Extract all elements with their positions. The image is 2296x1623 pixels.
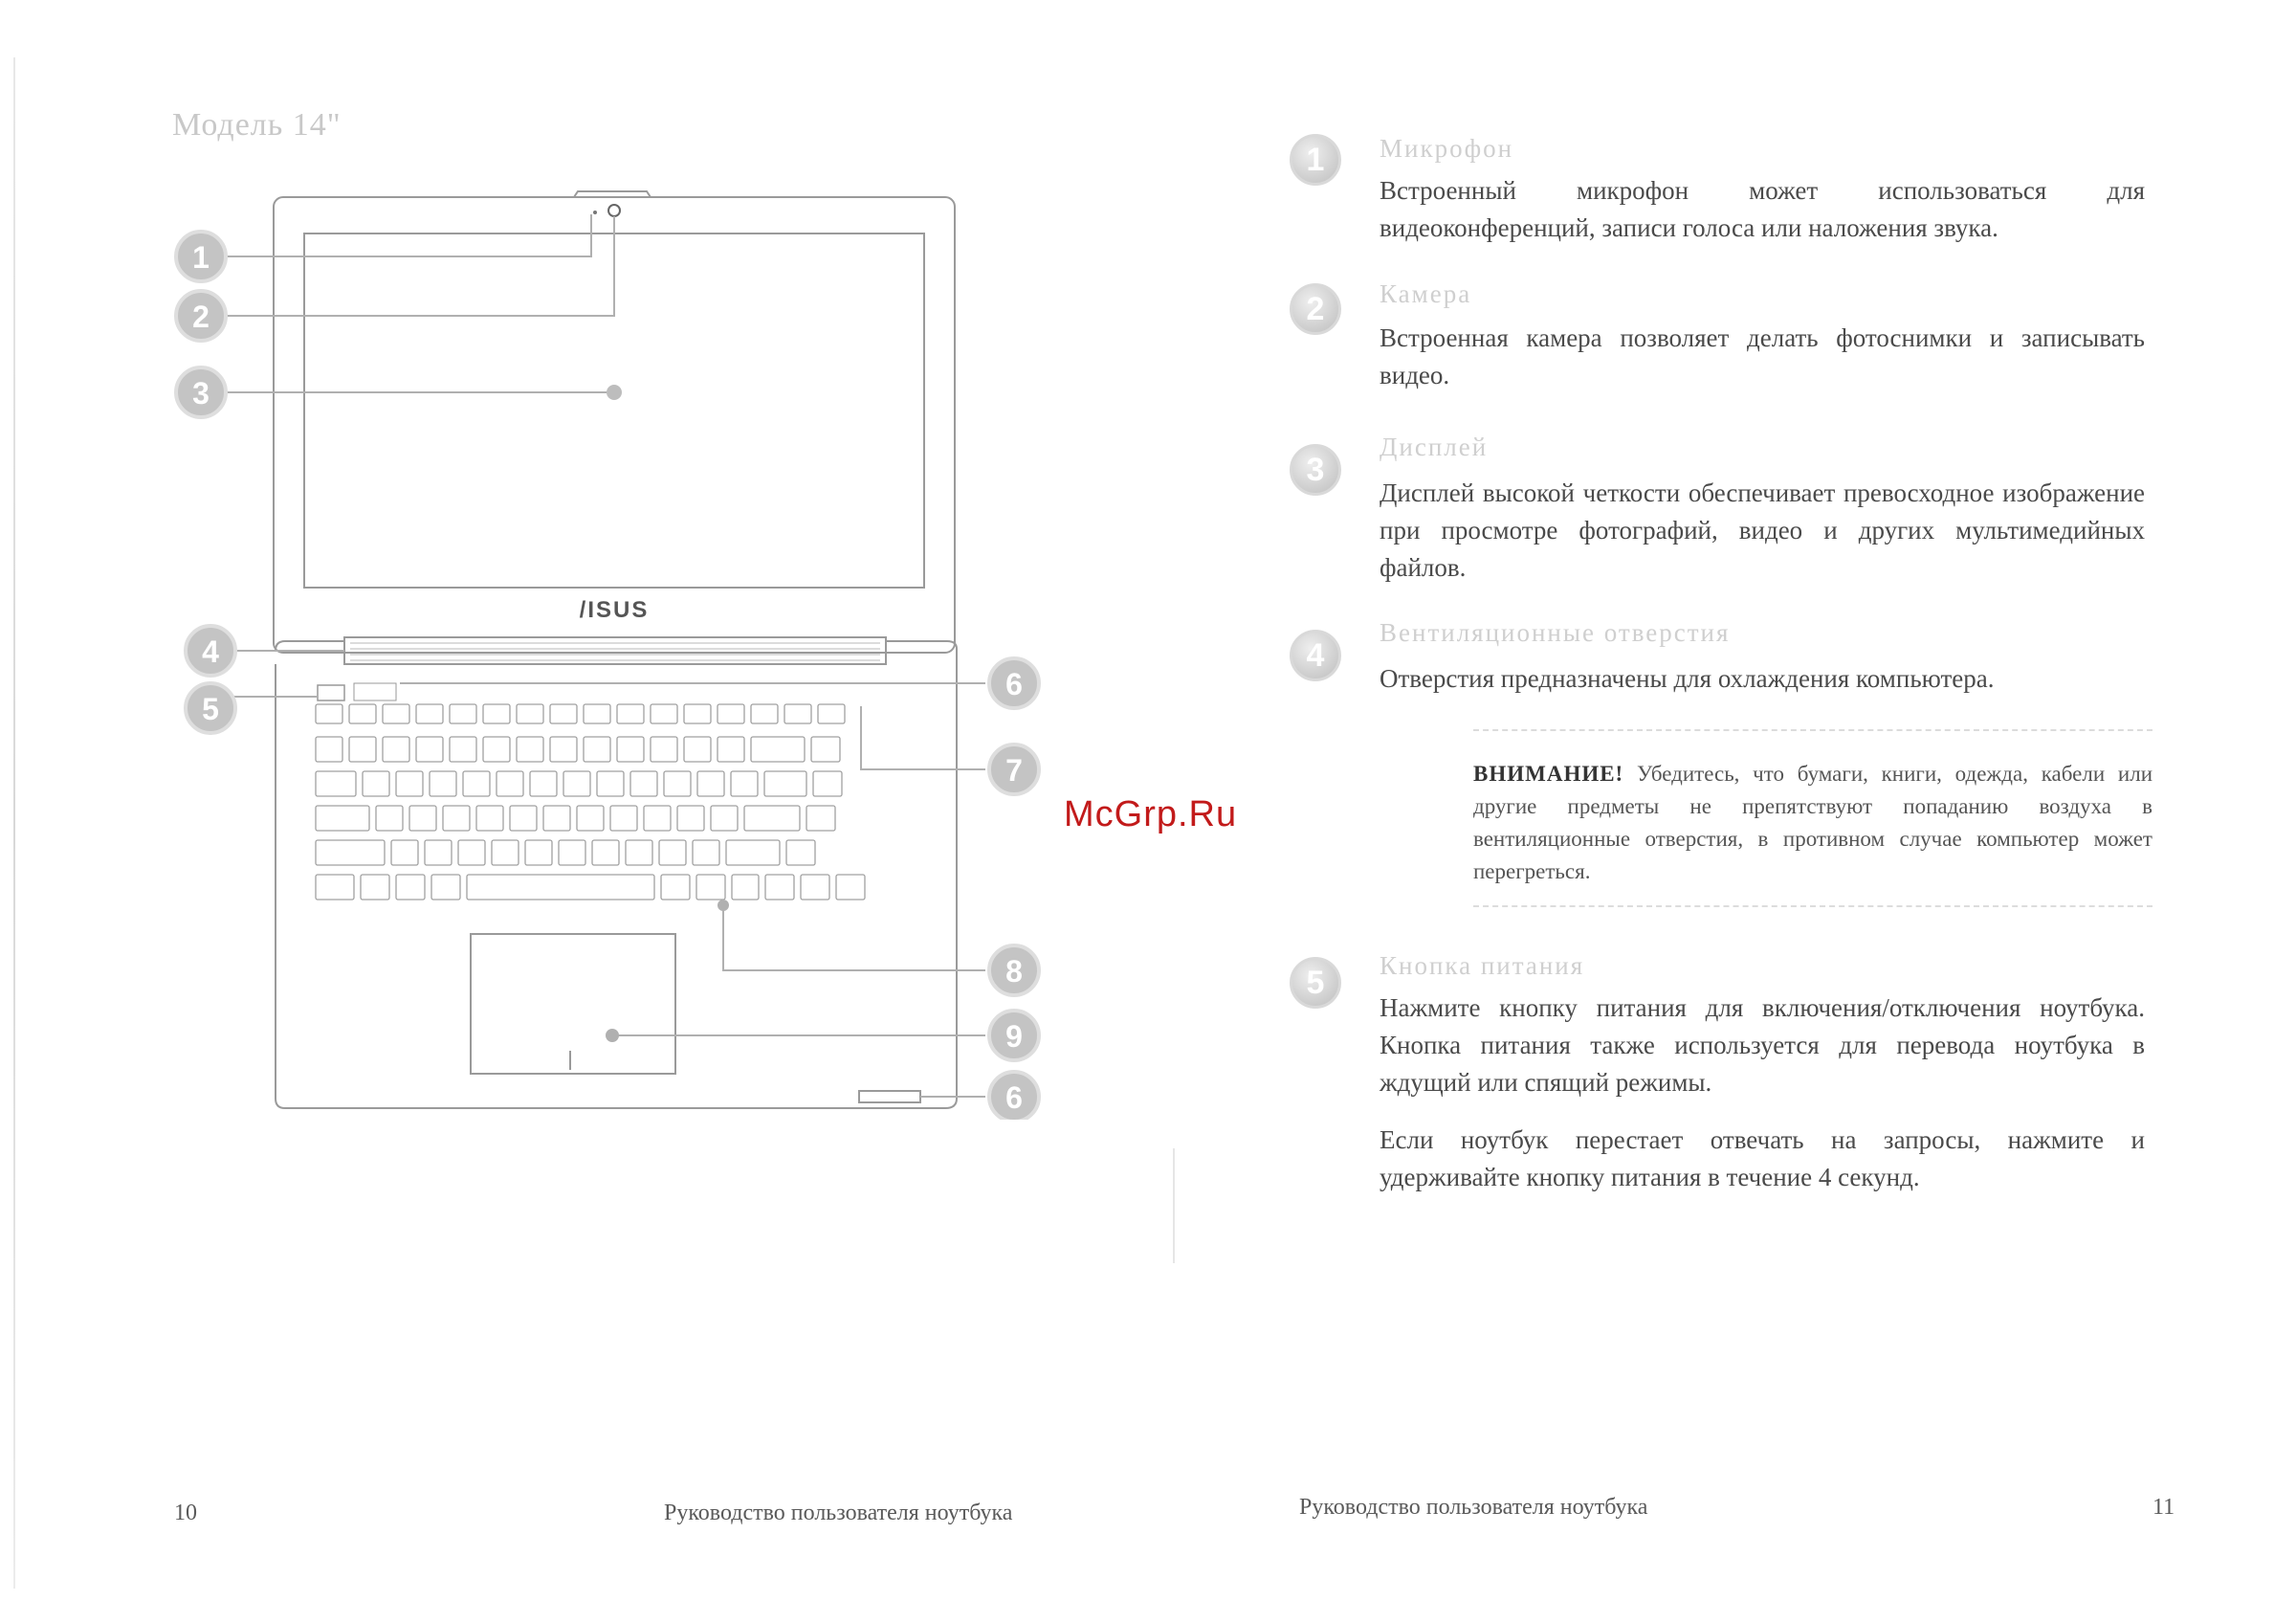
callout-3 (176, 367, 226, 417)
callout-1 (176, 232, 226, 281)
keyboard-key (744, 806, 800, 831)
svg-text:6: 6 (1005, 667, 1023, 701)
section-heading: Дисплей (1380, 433, 1489, 461)
section-body: Отверстия предназначены для охлаждения компьютера. (1380, 664, 1995, 693)
keyboard-key (696, 875, 725, 900)
svg-text:6: 6 (1005, 1080, 1023, 1115)
watermark: McGrp.Ru (1064, 794, 1238, 834)
svg-text:8: 8 (1005, 954, 1023, 989)
keyboard-key (626, 840, 652, 865)
power-button (318, 685, 344, 700)
keyboard-key (651, 704, 677, 723)
svg-text:5: 5 (202, 692, 219, 726)
keyboard-key (684, 704, 711, 723)
keyboard-key (592, 840, 619, 865)
keyboard-key (718, 704, 744, 723)
callout-9 (989, 1011, 1039, 1060)
keyboard-key (764, 771, 806, 796)
display-marker (607, 385, 622, 400)
keyboard-key (383, 737, 409, 762)
keyboard (316, 704, 865, 900)
keyboard-key (661, 875, 690, 900)
callout-6-bottom (989, 1072, 1039, 1120)
callout-4 (186, 626, 235, 676)
keyboard-key (483, 704, 510, 723)
keyboard-key (430, 771, 456, 796)
brand-logo: /ISUS (579, 597, 650, 623)
keyboard-key (450, 704, 476, 723)
keyboard-key (718, 737, 744, 762)
leader-lines (220, 214, 985, 1097)
section-body: Встроенный микрофон может использоваться для видеоконференций, записи голоса или наложения звука. (1380, 176, 2145, 242)
book-spine-mark (1173, 1148, 1175, 1263)
keyboard-key (458, 840, 485, 865)
keyboard-key (818, 704, 845, 723)
keyboard-key (597, 771, 624, 796)
keyboard-key (450, 737, 476, 762)
keyboard-key (836, 875, 865, 900)
keyboard-key (644, 806, 671, 831)
camera-lens (608, 205, 620, 216)
section-number-badge: 4 (1290, 630, 1341, 681)
keyboard-key (376, 806, 403, 831)
keyboard-key (617, 737, 644, 762)
section-heading: Вентиляционные отверстия (1380, 618, 1731, 647)
keyboard-key (361, 875, 389, 900)
keyboard-key (476, 806, 503, 831)
keyboard-key (467, 875, 654, 900)
keyboard-key (617, 704, 644, 723)
right-page-number: 11 (2152, 1495, 2175, 1520)
keyboard-key (431, 875, 460, 900)
microphone-hole (593, 211, 597, 214)
svg-text:1: 1 (192, 240, 210, 275)
keyboard-key (659, 840, 686, 865)
section-number-badge: 1 (1290, 134, 1341, 186)
front-indicator (859, 1091, 920, 1102)
keyboard-key (383, 704, 409, 723)
keyboard-key (391, 840, 418, 865)
keyboard-key (651, 737, 677, 762)
keyboard-key (316, 840, 385, 865)
keyboard-key (530, 771, 557, 796)
left-page-number: 10 (174, 1501, 197, 1525)
section-number-badge: 2 (1290, 283, 1341, 335)
callout-7 (989, 745, 1039, 794)
keyboard-key (316, 875, 354, 900)
keyboard-key (525, 840, 552, 865)
keyboard-key (363, 771, 389, 796)
keyboard-key (492, 840, 519, 865)
section-body: Встроенная камера позволяет делать фотоснимки и записывать видео. (1380, 323, 2145, 389)
page-edge-shadow (13, 57, 15, 1589)
keyboard-key (751, 704, 778, 723)
warning-note (1473, 729, 2152, 907)
laptop-diagram (163, 182, 1071, 1120)
keyboard-key (813, 771, 842, 796)
keyboard-key (664, 771, 691, 796)
keyboard-key (786, 840, 815, 865)
keyboard-key (577, 806, 604, 831)
section-heading: Камера (1380, 279, 1472, 308)
keyboard-key (811, 737, 840, 762)
keyboard-key (396, 771, 423, 796)
section-heading: Микрофон (1380, 134, 1514, 163)
callouts (176, 232, 1039, 1120)
callout-6-top (989, 658, 1039, 708)
keyboard-key (726, 840, 780, 865)
callout-5 (186, 683, 235, 733)
keyboard-key (550, 704, 577, 723)
keyboard-key (416, 704, 443, 723)
keyboard-key (349, 737, 376, 762)
warning-text: Убедитесь, что бумаги, книги, одежда, кабели или другие предметы не препятствуют попаданию воздуха в вентиляционные отверстия, в противном случае компьютер может перегреться. (1473, 762, 2153, 883)
left-footer-title: Руководство пользователя ноутбука (664, 1501, 1013, 1525)
keyboard-key (409, 806, 436, 831)
keyboard-key (610, 806, 637, 831)
keyboard-key (584, 737, 610, 762)
keyboard-key (801, 875, 829, 900)
keyboard-key (463, 771, 490, 796)
keyboard-key (677, 806, 704, 831)
callout-2 (176, 291, 226, 341)
keyboard-key (559, 840, 585, 865)
right-footer-title: Руководство пользователя ноутбука (1299, 1495, 1648, 1520)
svg-text:9: 9 (1005, 1019, 1023, 1054)
status-indicators (354, 683, 396, 700)
touchpad (471, 934, 675, 1074)
keyboard-key (316, 704, 342, 723)
keyboard-key (806, 806, 835, 831)
keyboard-key (684, 737, 711, 762)
keyboard-key (443, 806, 470, 831)
keyboard-key (784, 704, 811, 723)
keyboard-key (316, 771, 356, 796)
svg-text:4: 4 (202, 634, 219, 669)
keyboard-key (349, 704, 376, 723)
keyboard-key (416, 737, 443, 762)
keyboard-key (563, 771, 590, 796)
svg-text:7: 7 (1005, 753, 1023, 788)
keyboard-key (316, 737, 342, 762)
keyboard-key (316, 806, 369, 831)
keyboard-key (543, 806, 570, 831)
section-heading: Кнопка питания (1380, 951, 1585, 980)
keyboard-key (510, 806, 537, 831)
section-body: Нажмите кнопку питания для включения/отключения ноутбука. Кнопка питания также используется для перевода ноутбука в ждущий или спящий режимы. (1380, 993, 2145, 1097)
keyboard-key (396, 875, 425, 900)
warning-label: ВНИМАНИЕ! (1473, 762, 1624, 786)
keyboard-key (517, 704, 543, 723)
section-body-extra: Если ноутбук перестает отвечать на запросы, нажмите и удерживайте кнопку питания в течение 4 секунд. (1380, 1125, 2145, 1191)
keyboard-key (732, 875, 759, 900)
svg-text:3: 3 (192, 376, 210, 411)
keyboard-key (765, 875, 794, 900)
section-number-badge: 3 (1290, 444, 1341, 496)
keyboard-key (517, 737, 543, 762)
keyboard-key (497, 771, 523, 796)
keyboard-key (425, 840, 452, 865)
keyboard-key (693, 840, 719, 865)
model-title: Модель 14" (172, 107, 342, 143)
keyboard-key (630, 771, 657, 796)
keyboard-key (711, 806, 738, 831)
keyboard-key (584, 704, 610, 723)
svg-text:2: 2 (192, 300, 210, 334)
keyboard-key (731, 771, 758, 796)
keyboard-key (751, 737, 805, 762)
section-number-badge: 5 (1290, 957, 1341, 1009)
keyboard-key (697, 771, 724, 796)
keyboard-key (483, 737, 510, 762)
keyboard-key (550, 737, 577, 762)
callout-8 (989, 945, 1039, 995)
section-body: Дисплей высокой четкости обеспечивает превосходное изображение при просмотре фотографий, видео и других мультимедийных файлов. (1380, 478, 2145, 582)
